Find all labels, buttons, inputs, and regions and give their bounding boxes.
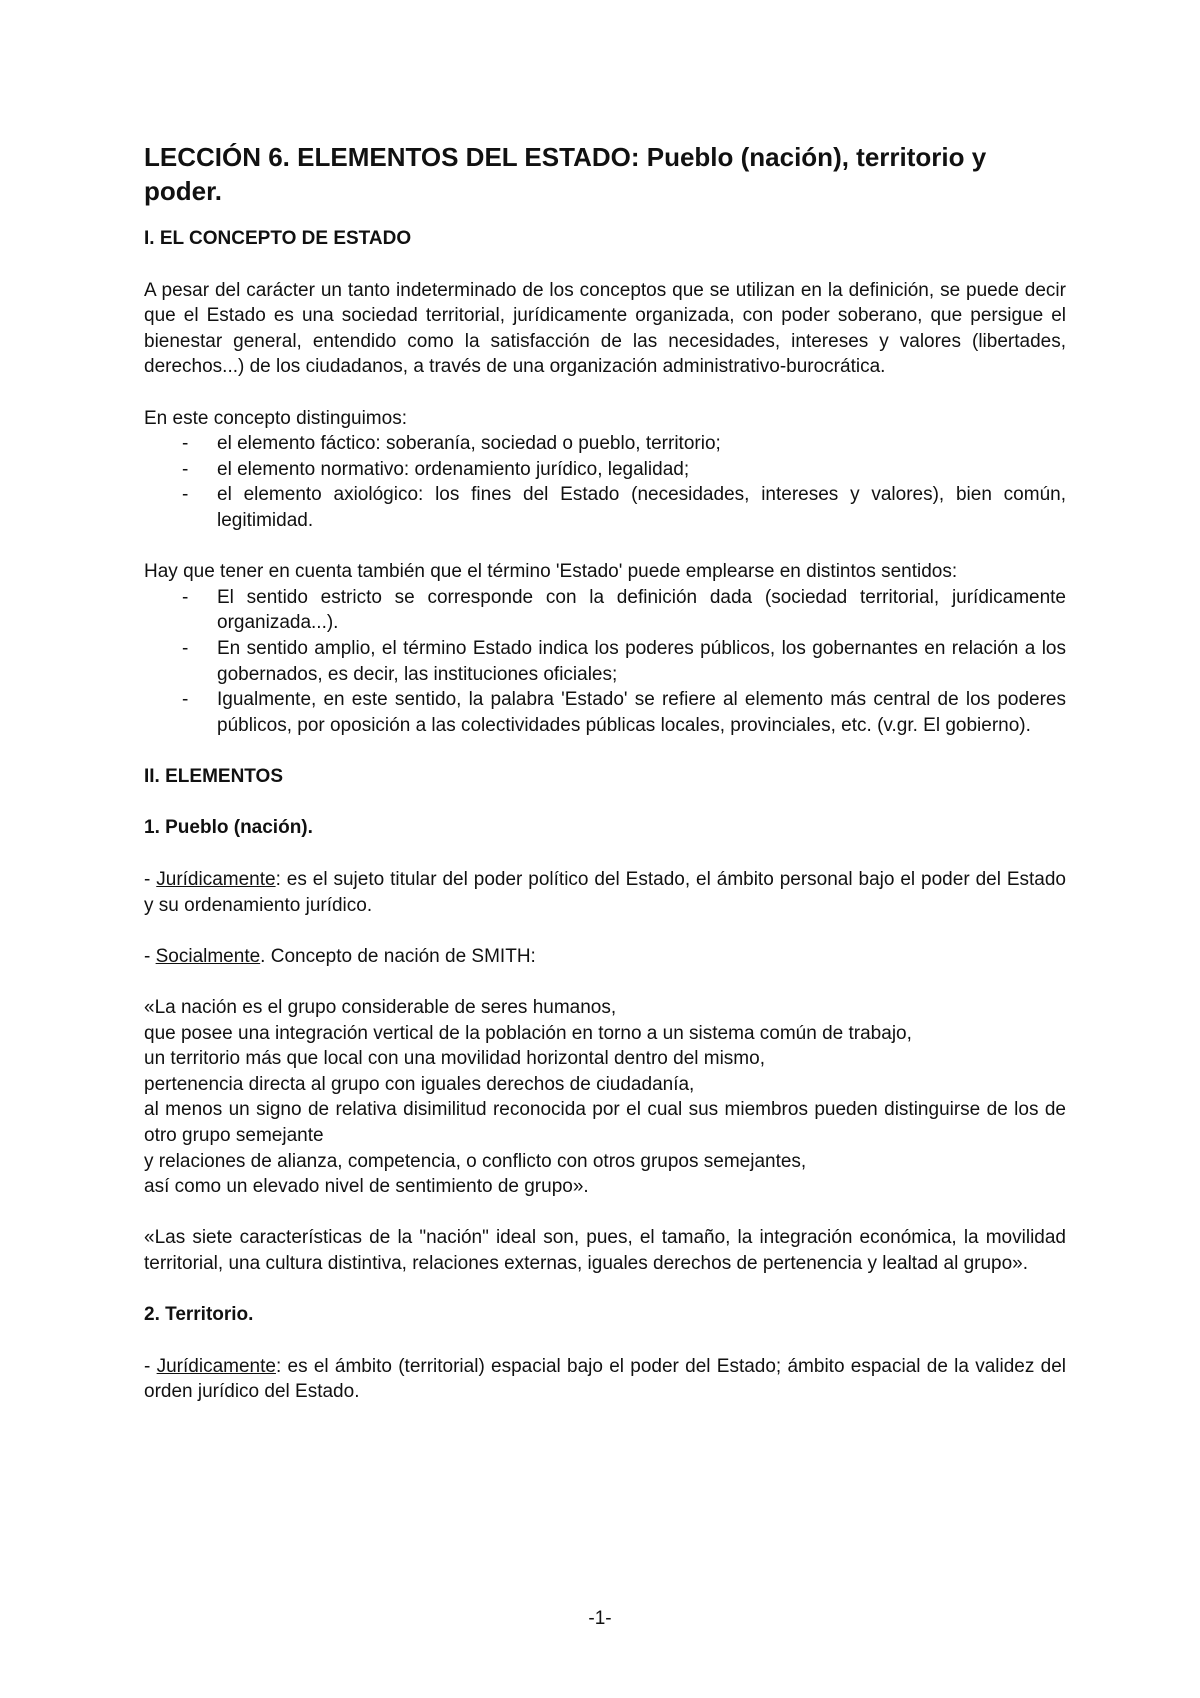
- paragraph-pueblo-social: - Socialmente. Concepto de nación de SMITH:: [144, 945, 536, 967]
- quote-line: «La nación es el grupo considerable de seres humanos,: [144, 997, 617, 1019]
- section-heading-concepto: I. EL CONCEPTO DE ESTADO: [144, 228, 412, 249]
- list-elements: [144, 431, 1066, 533]
- dash-bullet: -: [182, 484, 189, 506]
- quote-line: que posee una integración vertical de la población en torno a un sistema común de trabajo,: [144, 1022, 912, 1044]
- list-sentidos: [144, 585, 1066, 739]
- list-item: - el elemento fáctico: soberanía, sociedad o pueblo, territorio;: [144, 431, 1066, 457]
- subsection-heading-pueblo: 1. Pueblo (nación).: [144, 817, 313, 839]
- list-item: - Igualmente, en este sentido, la palabra 'Estado' se refiere al elemento más central de los poderes públicos, por oposición a las colectividades públicas locales, provinciales, etc. (v.gr. El gobierno).: [182, 689, 1066, 736]
- paragraph-sentidos: Hay que tener en cuenta también que el término 'Estado' puede emplearse en distintos sentidos:: [144, 561, 958, 583]
- paragraph-definition: A pesar del carácter un tanto indeterminado de los conceptos que se utilizan en la definición, se puede decir que el Estado es una sociedad territorial, jurídicamente organizada, con poder soberano, que persigue el bienestar general, entendido como la satisfacción de las necesidades, intereses y valores (libertades, derechos...) de los ciudadanos, a través de una organización administrativo-burocrática.: [144, 279, 1066, 378]
- dash-bullet: -: [182, 433, 189, 455]
- subsection-heading-territorio: 2. Territorio.: [144, 1304, 254, 1326]
- quote-line: al menos un signo de relativa disimilitud reconocida por el cual sus miembros pueden distinguirse de los de otro grupo semejante: [144, 1099, 1066, 1146]
- quote-line: un territorio más que local con una movilidad horizontal dentro del mismo,: [144, 1048, 765, 1070]
- list-item: - el elemento axiológico: los fines del Estado (necesidades, intereses y valores), bien común, legitimidad.: [182, 484, 1066, 531]
- page-number: -1-: [588, 1608, 612, 1629]
- underlined-term: Socialmente: [155, 945, 261, 967]
- lesson-title: LECCIÓN 6. ELEMENTOS DEL ESTADO: Pueblo (nación), territorio y poder.: [144, 142, 987, 206]
- section-heading-elementos: II. ELEMENTOS: [144, 765, 284, 787]
- list-item: - El sentido estricto se corresponde con la definición dada (sociedad territorial, jurídicamente organizada...).: [182, 586, 1066, 634]
- dash-bullet: -: [182, 637, 189, 659]
- paragraph-territorio-juridico: - Jurídicamente: es el ámbito (territorial) espacial bajo el poder del Estado; ámbito espacial de la validez del orden jurídico del Estado.: [144, 1355, 1067, 1403]
- list-item: - el elemento normativo: ordenamiento jurídico, legalidad;: [144, 457, 1066, 483]
- dash-bullet: -: [182, 689, 189, 711]
- underlined-term: Jurídicamente: [156, 1355, 276, 1377]
- document-page: [144, 140, 1066, 1405]
- smith-quote-characteristics: «Las siete características de la "nación" ideal son, pues, el tamaño, la integración económica, la movilidad territorial, una cultura distintiva, relaciones externas, iguales derechos de pertenencia y lealtad al grupo».: [144, 1227, 1066, 1274]
- quote-line: y relaciones de alianza, competencia, o conflicto con otros grupos semejantes,: [144, 1150, 807, 1172]
- quote-line: pertenencia directa al grupo con iguales derechos de ciudadanía,: [144, 1073, 695, 1095]
- quote-line: así como un elevado nivel de sentimiento de grupo».: [144, 1176, 589, 1198]
- dash-bullet: -: [182, 586, 189, 608]
- smith-quote-block: [144, 995, 1066, 1200]
- underlined-term: Jurídicamente: [156, 869, 276, 891]
- paragraph-pueblo-juridico: - Jurídicamente: es el sujeto titular del poder político del Estado, el ámbito personal bajo el poder del Estado y su ordenamiento jurídico.: [144, 869, 1066, 916]
- dash-bullet: -: [182, 458, 189, 480]
- list-item: - En sentido amplio, el término Estado indica los poderes públicos, los gobernantes en relación a los gobernados, es decir, las instituciones oficiales;: [182, 637, 1066, 685]
- paragraph-distinguimos: En este concepto distinguimos:: [144, 407, 407, 429]
